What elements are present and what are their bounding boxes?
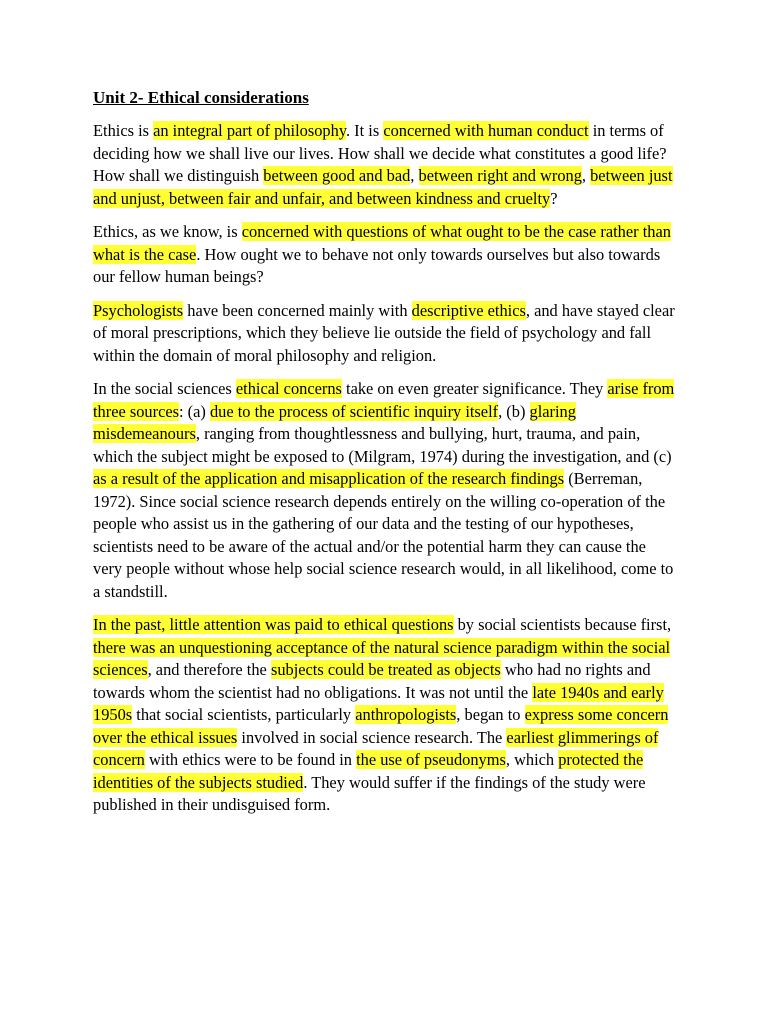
body-text: (Berreman, 1972). Since social science research depends entirely on the willing co-operation of the people who assist us in the gathering of our data and the testing of our hypotheses, scientists need to be aware of the actual and/or the potential harm they can cause the very people without whose help social science research would, in all likelihood, come to a standstill. (93, 469, 674, 601)
body-text: that social scientists, particularly (132, 705, 356, 724)
document-body (93, 120, 678, 817)
highlighted-text: protected the identities of the subjects studied (93, 750, 644, 792)
body-text: who had no rights and towards whom the scientist had no obligations. It was not until the (93, 660, 651, 702)
paragraph-5 (93, 614, 678, 817)
body-text: , and therefore the (147, 660, 271, 679)
body-text: ? (550, 188, 558, 208)
paragraph-2 (93, 221, 678, 289)
body-text: , began to (456, 705, 525, 724)
highlighted-text: express some concern over the ethical issues (93, 705, 669, 747)
body-text: , (581, 166, 591, 185)
highlighted-text: due to the process of scientific inquiry itself (209, 401, 499, 421)
highlighted-text: between right and wrong (418, 166, 582, 185)
highlighted-text: Psychologists (93, 300, 184, 320)
body-text: Ethics, as we know, is (93, 222, 242, 241)
highlighted-text: subjects could be treated as objects (270, 660, 501, 679)
body-text: , which (505, 750, 559, 769)
highlighted-text: between just and unjust, between fair and unfair, and between kindness and cruelty (93, 166, 673, 208)
highlighted-text: as a result of the application and misapplication of the research findings (93, 469, 565, 488)
paragraph-3 (93, 300, 678, 368)
body-text: Ethics is (93, 121, 154, 140)
body-text: in terms of deciding how we shall live our lives. How shall we decide what constitutes a good life? How shall we distinguish (93, 121, 667, 185)
body-text: . How ought we to behave not only towards ourselves but also towards our fellow human beings? (93, 244, 661, 286)
document-title: Unit 2- Ethical considerations (93, 88, 309, 107)
highlighted-text: descriptive ethics (411, 300, 526, 320)
body-text: , (410, 166, 419, 185)
body-text: . They would suffer if the findings of the study were published in their undisguised form. (93, 772, 646, 814)
body-text: : (a) (179, 401, 210, 421)
highlighted-text: the use of pseudonyms (356, 750, 506, 769)
highlighted-text: concerned with human conduct (383, 121, 589, 140)
highlighted-text: concerned with questions of what ought to be the case rather than what is the case (93, 222, 671, 264)
highlighted-text: between good and bad (263, 166, 411, 185)
body-text: involved in social science research. The (237, 727, 507, 747)
highlighted-text: earliest glimmerings of concern (93, 727, 659, 769)
body-text: by social scientists because first, (453, 615, 672, 634)
highlighted-text: In the past, little attention was paid to ethical questions (93, 615, 454, 634)
body-text: with ethics were to be found in (144, 750, 357, 769)
body-text: . It is (345, 121, 384, 140)
body-text: , ranging from thoughtlessness and bullying, hurt, trauma, and pain, which the subject might be exposed to (Milgram, 1974) during the investigation, and (c) (93, 424, 672, 466)
highlighted-text: late 1940s and early 1950s (93, 682, 664, 724)
body-text: In the social sciences (93, 379, 236, 398)
body-text: have been concerned mainly with (183, 300, 412, 320)
highlighted-text: an integral part of philosophy (153, 121, 346, 140)
highlighted-text: there was an unquestioning acceptance of the natural science paradigm within the social sciences (93, 637, 671, 679)
highlighted-text: arise from three sources (93, 379, 675, 421)
body-text: , (b) (498, 401, 530, 421)
body-text: take on even greater significance. They (341, 379, 608, 398)
highlighted-text: ethical concerns (235, 379, 342, 398)
paragraph-1 (93, 120, 678, 210)
highlighted-text: glaring misdemeanours (93, 401, 576, 443)
body-text: , and have stayed clear of moral prescriptions, which they believe lie outside the field of psychology and fall within the domain of moral philosophy and religion. (93, 300, 675, 365)
paragraph-4 (93, 378, 678, 603)
highlighted-text: anthropologists (355, 705, 457, 724)
